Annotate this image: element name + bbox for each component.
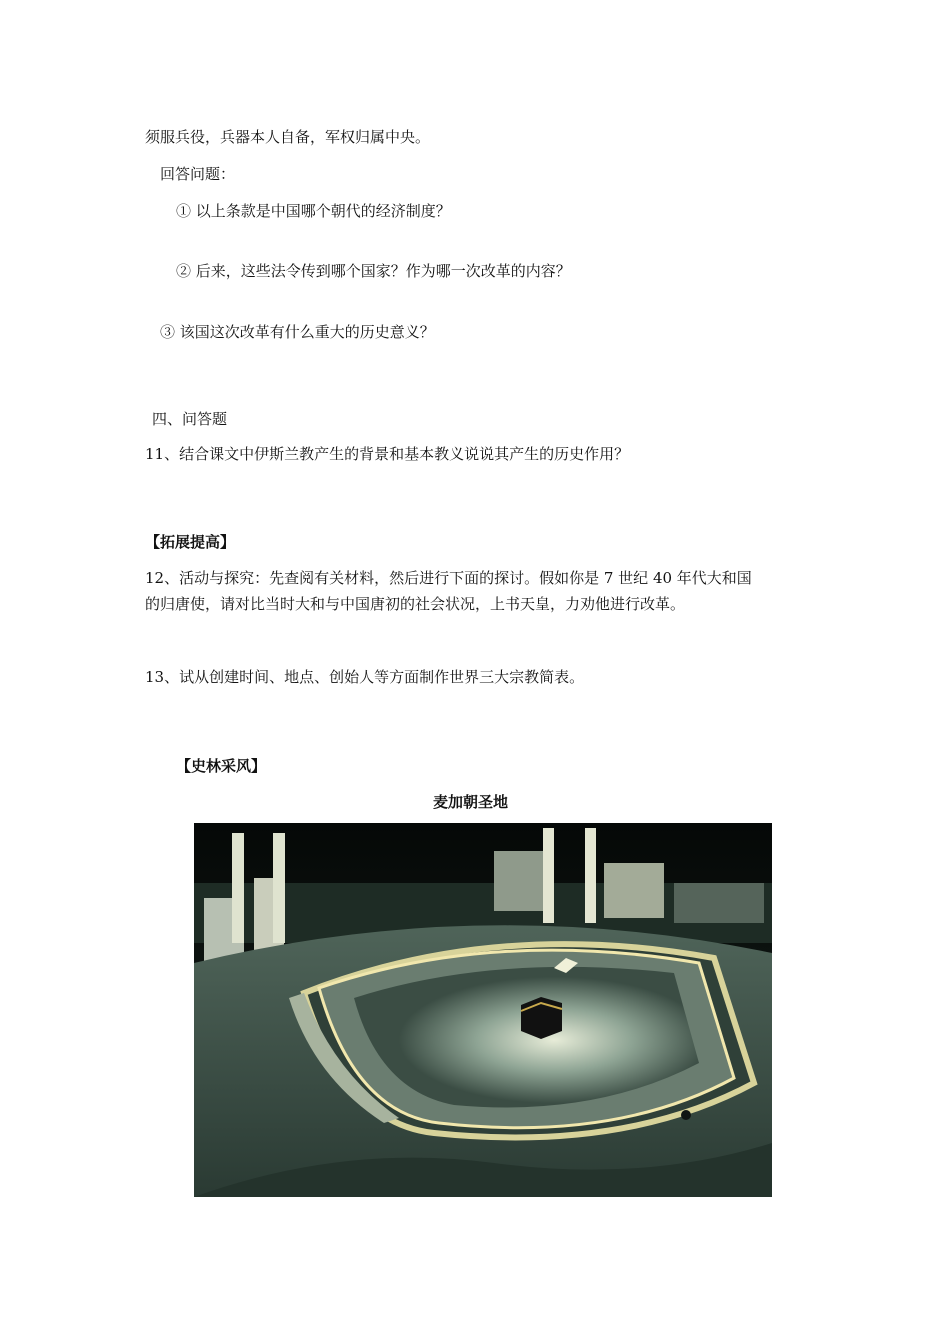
questions-heading: 回答问题： bbox=[160, 165, 236, 183]
question-1: ① 以上条款是中国哪个朝代的经济制度？ bbox=[176, 202, 451, 220]
figure-caption: 麦加朝圣地 bbox=[433, 793, 509, 811]
item-12-line-2: 的归唐使，请对比当时大和与中国唐初的社会状况，上书天皇，力劝他进行改革。 bbox=[145, 595, 686, 613]
item-13: 13、试从创建时间、地点、创始人等方面制作世界三大宗教简表。 bbox=[145, 668, 585, 686]
item-11: 11、结合课文中伊斯兰教产生的背景和基本教义说说其产生的历史作用？ bbox=[145, 445, 630, 463]
question-2: ② 后来，这些法令传到哪个国家？作为哪一次改革的内容？ bbox=[176, 262, 571, 280]
history-heading: 【史林采风】 bbox=[176, 757, 267, 775]
item-12-line-1: 12、活动与探究：先查阅有关材料，然后进行下面的探讨。假如你是 7 世纪 40 年代大和国 bbox=[145, 569, 752, 587]
question-3: ③ 该国这次改革有什么重大的历史意义？ bbox=[160, 323, 435, 341]
extension-heading: 【拓展提高】 bbox=[145, 533, 236, 551]
section-4-heading: 四、问答题 bbox=[152, 410, 228, 428]
continuation-text: 须服兵役，兵器本人自备，军权归属中央。 bbox=[145, 128, 431, 146]
mecca-photo bbox=[194, 823, 772, 1197]
